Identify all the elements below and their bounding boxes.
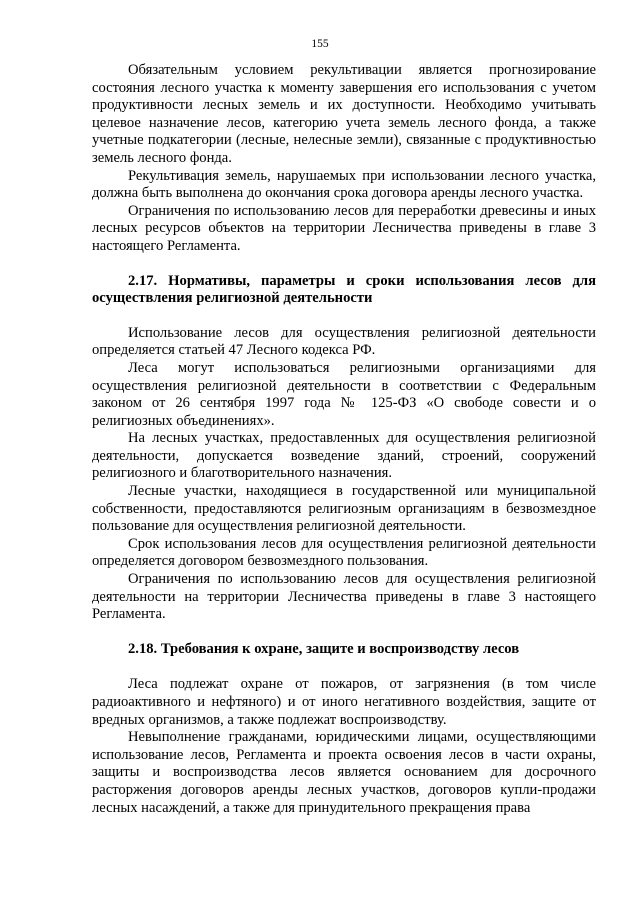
paragraph-processing-restrictions: Ограничения по использованию лесов для переработки древесины и иных лесных ресурсов объектов на территории Лесничества приведены в главе 3 настоящего Регламента. bbox=[92, 202, 596, 254]
paragraph-religious-use-term: Срок использования лесов для осуществления религиозной деятельности определяется договором безвозмездного пользования. bbox=[92, 535, 596, 570]
section-heading-2-18: 2.18. Требования к охране, защите и воспроизводству лесов bbox=[128, 640, 520, 657]
paragraph-reclamation-deadline: Рекультивация земель, нарушаемых при использовании лесного участка, должна быть выполнена до окончания срока договора аренды лесного участка. bbox=[92, 167, 596, 202]
section-heading-2-17: 2.17. Нормативы, параметры и сроки использования лесов для осуществления религиозной деятельности bbox=[92, 272, 596, 307]
paragraph-forest-protection: Леса подлежат охране от пожаров, от загрязнения (в том числе радиоактивного и нефтяного) и от иного негативного воздействия, защите от вредных организмов, а также подлежат воспроизводству. bbox=[92, 676, 596, 728]
paragraph-religious-use-basis: Использование лесов для осуществления религиозной деятельности определяется статьей 47 Лесного кодекса РФ. bbox=[92, 324, 596, 359]
paragraph-religious-restrictions: Ограничения по использованию лесов для осуществления религиозной деятельности на территории Лесничества приведены в главе 3 настоящего Регламента. bbox=[92, 571, 596, 623]
page-number: 155 bbox=[311, 38, 329, 50]
paragraph-noncompliance-consequences: Невыполнение гражданами, юридическими лицами, осуществляющими использование лесов, Регламента и проекта освоения лесов в части охраны, защиты и воспроизводства лесов является основанием для досрочного расторжения договоров аренды лесных участков, договоров купли-продажи лесных насаждений, а также для принудительного прекращения права bbox=[92, 729, 596, 816]
paragraph-religious-organizations: Леса могут использоваться религиозными организациями для осуществления религиозной деятельности в соответствии с Федеральным законом от 26 сентября 1997 года № 125-ФЗ «О свободе совести и о религиозных объединениях». bbox=[92, 359, 596, 429]
document-body bbox=[92, 62, 596, 817]
paragraph-free-use-provision: Лесные участки, находящиеся в государственной или муниципальной собственности, предоставляются религиозным организациям в безвозмездное пользование для осуществления религиозной деятельности. bbox=[92, 483, 596, 535]
paragraph-reclamation-condition: Обязательным условием рекультивации является прогнозирование состояния лесного участка к моменту завершения его использования с учетом продуктивности лесных земель и их доступности. Необходимо учитывать целевое назначение лесов, категорию учета земель лесного фонда, а также учетные подкатегории (лесные, нелесные земли), связанные с продуктивностью земель лесного фонда. bbox=[92, 62, 596, 166]
paragraph-religious-buildings: На лесных участках, предоставленных для осуществления религиозной деятельности, допускается возведение зданий, строений, сооружений религиозного и благотворительного назначения. bbox=[92, 430, 596, 482]
